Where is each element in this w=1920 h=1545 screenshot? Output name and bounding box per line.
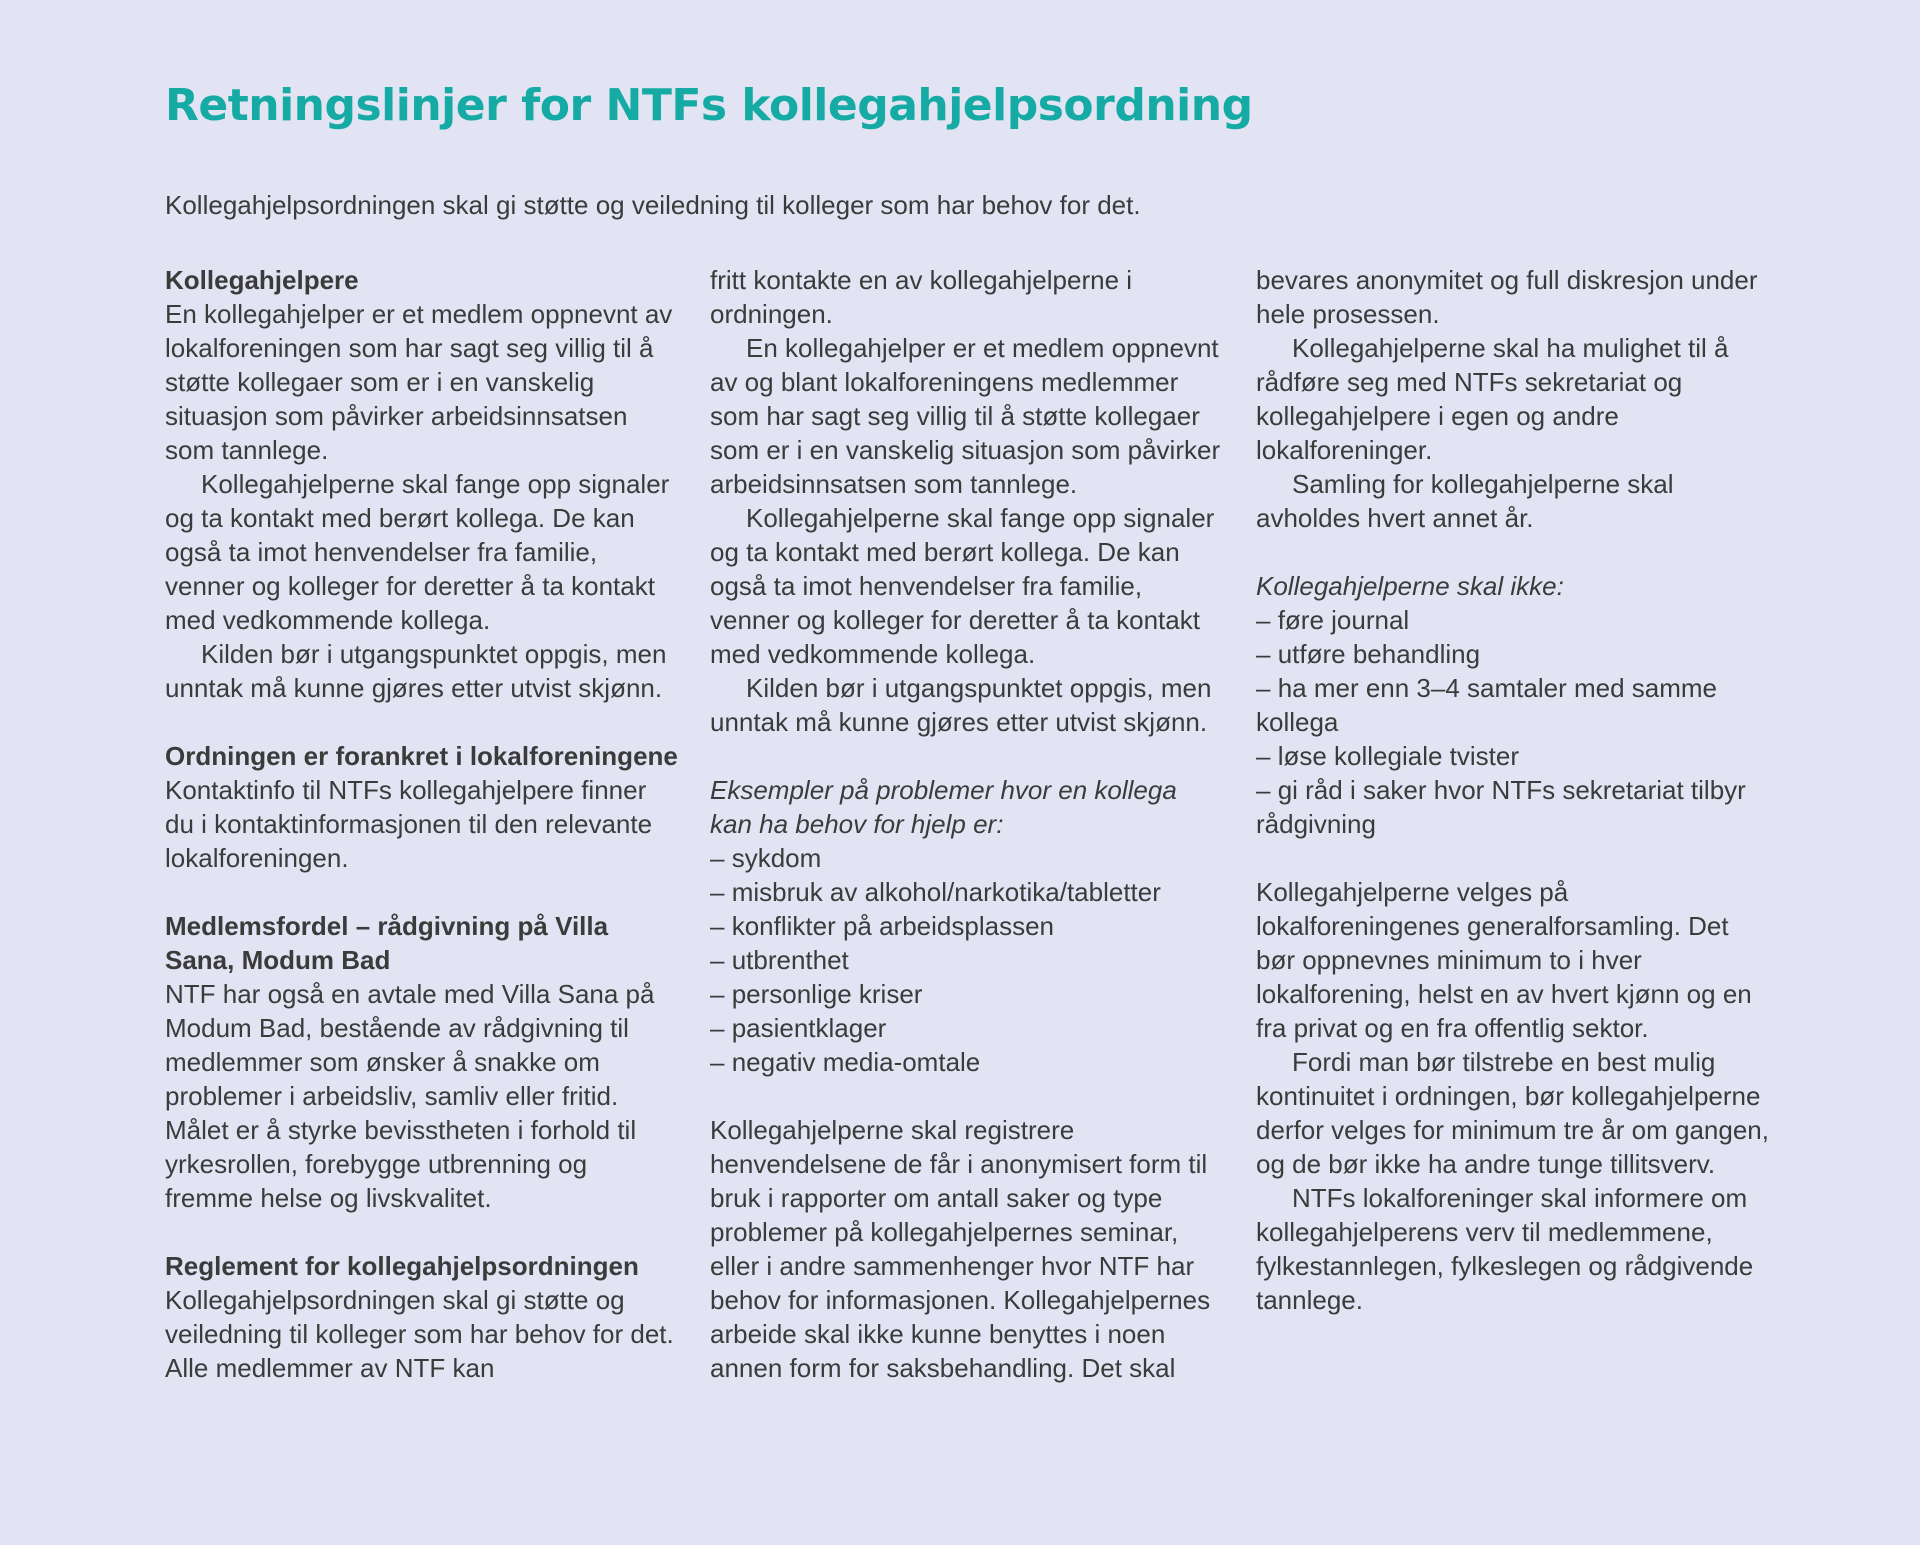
paragraph: Kilden bør i utgangspunktet oppgis, men unntak må kunne gjøres etter utvist skjønn.: [710, 673, 1212, 737]
paragraph: NTFs lokalforeninger skal informere om kollegahjelperens verv til medlemmene, fylkestannlegen, fylkeslegen og rådgivende tannlege.: [1256, 1183, 1754, 1315]
list-item: – føre journal: [1256, 603, 1771, 637]
paragraph: Fordi man bør tilstrebe en best mulig kontinuitet i ordningen, bør kollegahjelperne derfor velges for minimum tre år om gangen, og de bør ikke ha andre tunge tillitsverv.: [1256, 1047, 1769, 1179]
section-heading-medlemsfordel: Medlemsfordel – rådgivning på Villa Sana, Modum Bad: [165, 911, 609, 975]
examples-list: [710, 841, 1225, 1079]
list-item: – konflikter på arbeidsplassen: [710, 909, 1225, 943]
paragraph: Kollegahjelperne skal ha mulighet til å rådføre seg med NTFs sekretariat og kollegahjelpere i egen og andre lokalforeninger.: [1256, 333, 1729, 465]
page-title: Retningslinjer for NTFs kollegahjelpsordning: [165, 80, 1253, 131]
paragraph: Samling for kollegahjelperne skal avholdes hvert annet år.: [1256, 469, 1674, 533]
examples-heading: Eksempler på problemer hvor en kollega kan ha behov for hjelp er:: [710, 775, 1177, 839]
list-item: – personlige kriser: [710, 977, 1225, 1011]
list-item: – misbruk av alkohol/narkotika/tabletter: [710, 875, 1225, 909]
not-allowed-heading: Kollegahjelperne skal ikke:: [1256, 571, 1564, 601]
paragraph: Kollegahjelpsordningen skal gi støtte og veiledning til kolleger som har behov for det. Alle medlemmer av NTF kan: [165, 1285, 674, 1383]
paragraph: Kilden bør i utgangspunktet oppgis, men unntak må kunne gjøres etter utvist skjønn.: [165, 639, 667, 703]
text-column-1: [165, 263, 680, 1385]
paragraph: fritt kontakte en av kollegahjelperne i ordningen.: [710, 265, 1133, 329]
paragraph: Kollegahjelperne skal fange opp signaler og ta kontakt med berørt kollega. De kan også ta imot henvendelser fra familie, venner og kolleger for deretter å ta kontakt med vedkommende kollega.: [710, 503, 1215, 669]
section-heading-reglement: Reglement for kollegahjelpsordningen: [165, 1251, 639, 1281]
section-heading-forankret: Ordningen er forankret i lokalforeningene: [165, 741, 678, 771]
paragraph: Kontaktinfo til NTFs kollegahjelpere finner du i kontaktinformasjonen til den relevante lokalforeningen.: [165, 775, 653, 873]
paragraph: bevares anonymitet og full diskresjon under hele prosessen.: [1256, 265, 1758, 329]
text-column-3: [1256, 263, 1771, 1317]
list-item: – ha mer enn 3–4 samtaler med samme kollega: [1256, 671, 1771, 739]
list-item: – sykdom: [710, 841, 1225, 875]
list-item: – løse kollegiale tvister: [1256, 739, 1771, 773]
paragraph: NTF har også en avtale med Villa Sana på Modum Bad, bestående av rådgivning til medlemmer som ønsker å snakke om problemer i arbeidsliv, samliv eller fritid. Målet er å styrke bevisstheten i forhold til yrkesrollen, forebygge utbrenning og fremme helse og livskvalitet.: [165, 979, 655, 1213]
paragraph: Kollegahjelperne skal registrere henvendelsene de får i anonymisert form til bruk i rapporter om antall saker og type problemer på kollegahjelpernes seminar, eller i andre sammenhenger hvor NTF har behov for informasjonen. Kollegahjelpernes arbeide skal ikke kunne benyttes i noen annen form for saksbehandling. Det skal: [710, 1115, 1211, 1383]
list-item: – utbrenthet: [710, 943, 1225, 977]
list-item: – gi råd i saker hvor NTFs sekretariat tilbyr rådgivning: [1256, 773, 1771, 841]
list-item: – negativ media-omtale: [710, 1045, 1225, 1079]
paragraph: Kollegahjelperne velges på lokalforeningenes generalforsamling. Det bør oppnevnes minimum to i hver lokalforening, helst en av hvert kjønn og en fra privat og en fra offentlig sektor.: [1256, 877, 1752, 1043]
not-allowed-list: [1256, 603, 1771, 841]
list-item: – pasientklager: [710, 1011, 1225, 1045]
paragraph: En kollegahjelper er et medlem oppnevnt av lokalforeningen som har sagt seg villig til å støtte kollegaer som er i en vanskelig situasjon som påvirker arbeidsinnsatsen som tannlege.: [165, 299, 673, 465]
section-heading-kollegahjelpere: Kollegahjelpere: [165, 265, 359, 295]
text-column-2: [710, 263, 1225, 1385]
paragraph: En kollegahjelper er et medlem oppnevnt av og blant lokalforeningens medlemmer som har sagt seg villig til å støtte kollegaer som er i en vanskelig situasjon som påvirker arbeidsinnsatsen som tannlege.: [710, 333, 1221, 499]
list-item: – utføre behandling: [1256, 637, 1771, 671]
paragraph: Kollegahjelperne skal fange opp signaler og ta kontakt med berørt kollega. De kan også ta imot henvendelser fra familie, venner og kolleger for deretter å ta kontakt med vedkommende kollega.: [165, 469, 670, 635]
intro-text: Kollegahjelpsordningen skal gi støtte og veiledning til kolleger som har behov for det.: [165, 190, 1141, 220]
